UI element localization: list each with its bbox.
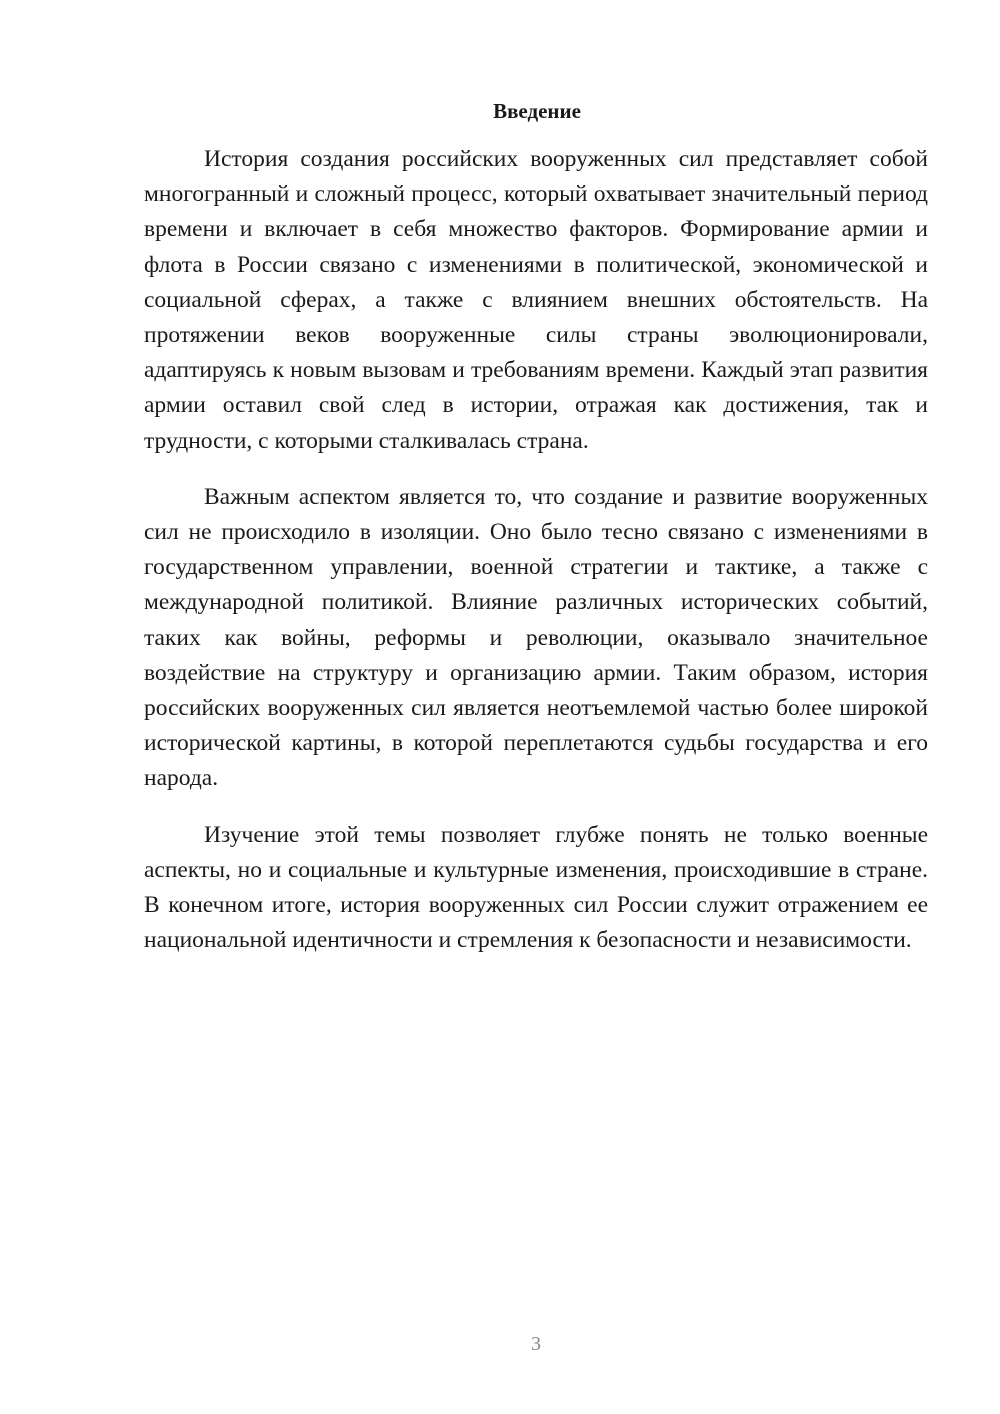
- paragraph-2: Важным аспектом является то, что создание и развитие вооруженных сил не происходило в изоляции. Оно было тесно связано с изменениями в государственном управлении, военной стратегии и тактике, а также с международной политикой. Влияние различных исторических событий, таких как войны, реформы и революции, оказывало значительное воздействие на структуру и организацию армии. Таким образом, история российских вооруженных сил является неотъемлемой частью более широкой исторической картины, в которой переплетаются судьбы государства и его народа.: [144, 483, 928, 792]
- page-number: 3: [531, 1333, 541, 1355]
- paragraph-1: История создания российских вооруженных сил представляет собой многогранный и сложный процесс, который охватывает значительный период времени и включает в себя множество факторов. Формирование армии и флота в России связано с изменениями в политической, экономической и социальной сферах, а также с влиянием внешних обстоятельств. На протяжении веков вооруженные силы страны эволюционировали, адаптируясь к новым вызовам и требованиям времени. Каждый этап развития армии оставил свой след в истории, отражая как достижения, так и трудности, с которыми сталкивалась страна.: [144, 146, 928, 454]
- page-content: [144, 96, 928, 958]
- paragraph-3: Изучение этой темы позволяет глубже понять не только военные аспекты, но и социальные и культурные изменения, происходившие в стране. В конечном итоге, история вооруженных сил России служит отражением ее национальной идентичности и стремления к безопасности и независимости.: [144, 821, 928, 954]
- section-title: Введение: [493, 99, 581, 123]
